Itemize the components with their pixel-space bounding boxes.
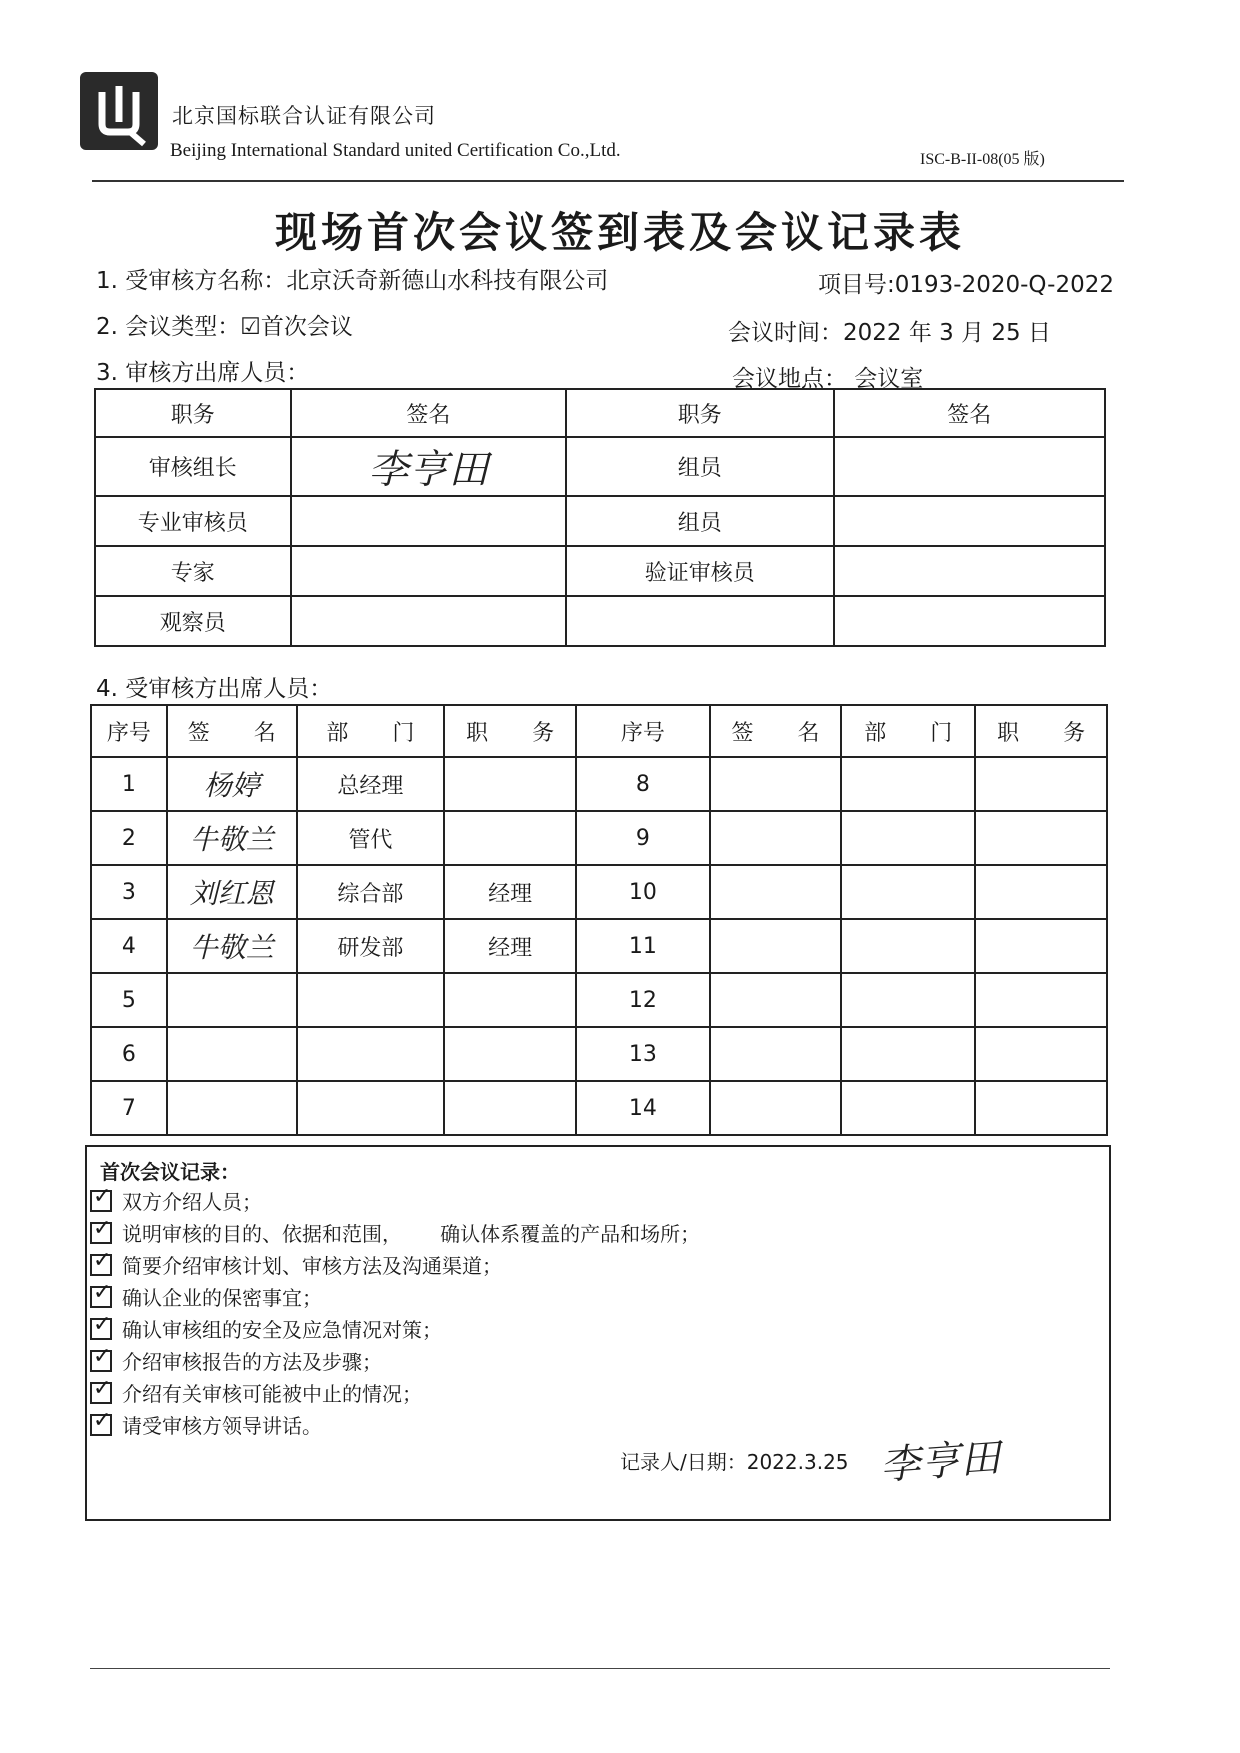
header-cell: 签名 [291,389,566,437]
signature-cell [710,919,842,973]
position-cell [975,865,1107,919]
department-cell: 研发部 [297,919,445,973]
checkbox-checked-icon [90,1190,112,1212]
signature-cell [710,1027,842,1081]
meeting-type-row [96,308,353,341]
index-cell: 11 [576,919,710,973]
signature-cell [834,596,1105,646]
note-text: 确认审核组的安全及应急情况对策； [122,1318,442,1342]
index-cell: 3 [91,865,167,919]
table-row [91,757,1107,811]
position-cell [444,757,576,811]
position-cell [975,1027,1107,1081]
table-row [95,437,1105,496]
position-cell [444,973,576,1027]
department-cell [841,757,975,811]
index-cell: 7 [91,1081,167,1135]
checkbox-checked-icon [90,1350,112,1372]
signature: 刘红恩 [189,877,274,910]
header-cell: 职 务 [975,705,1107,757]
checkbox-checked-icon [90,1254,112,1276]
attendee-table [90,704,1108,1136]
project-number: 项目号:0193-2020-Q-2022 [818,272,1114,298]
meeting-type-value: ☑首次会议 [240,314,353,340]
company-name-cn: 北京国标联合认证有限公司 [172,104,436,128]
header-divider [92,180,1124,182]
header-cell: 序号 [576,705,710,757]
department-cell [841,1081,975,1135]
header-cell: 部 门 [297,705,445,757]
note-text: 介绍有关审核可能被中止的情况； [122,1382,422,1406]
signature-cell [291,437,566,496]
auditee-attendees-label: 4. 受审核方出席人员： [96,676,333,702]
table-row [95,496,1105,546]
table-row [95,596,1105,646]
department-cell [841,811,975,865]
note-item [90,1378,422,1407]
role-cell: 验证审核员 [566,546,833,596]
signature-cell [167,811,297,865]
company-name-en: Beijing International Standard united Certification Co.,Ltd. [170,140,621,161]
header-cell: 职务 [95,389,291,437]
index-cell: 14 [576,1081,710,1135]
index-cell: 10 [576,865,710,919]
header-cell: 签名 [834,389,1105,437]
role-cell: 观察员 [95,596,291,646]
note-item [90,1250,502,1279]
signature-cell [710,865,842,919]
checkbox-checked-icon [90,1286,112,1308]
note-text: 说明审核的目的、依据和范围， 确认体系覆盖的产品和场所； [122,1222,701,1246]
signature-cell [291,546,566,596]
role-cell [566,596,833,646]
notes-title: 首次会议记录： [100,1160,240,1184]
attendee-table-header [91,705,1107,757]
signature-cell [167,865,297,919]
meeting-time: 会议时间：2022 年 3 月 25 日 [728,320,1051,346]
department-cell: 管代 [297,811,445,865]
signature-cell [291,596,566,646]
meeting-type-label: 2. 会议类型： [96,314,241,340]
meeting-place: 会议地点： 会议室 [732,366,924,392]
signature-cell [167,757,297,811]
header-cell: 职务 [566,389,833,437]
department-cell [841,865,975,919]
index-cell: 1 [91,757,167,811]
signature-cell [710,1081,842,1135]
index-cell: 12 [576,973,710,1027]
signature-cell [167,1027,297,1081]
checkbox-checked-icon [90,1318,112,1340]
position-cell [975,919,1107,973]
department-cell: 总经理 [297,757,445,811]
note-item [90,1314,442,1343]
company-logo [80,72,158,150]
note-text: 双方介绍人员； [122,1190,262,1214]
index-cell: 6 [91,1027,167,1081]
auditor-attendees-label: 3. 审核方出席人员： [96,360,310,386]
table-row [91,919,1107,973]
role-cell: 审核组长 [95,437,291,496]
note-item [90,1346,382,1375]
position-cell: 经理 [444,865,576,919]
recorder-date: 记录人/日期：2022.3.25 [620,1450,849,1474]
table-row [91,865,1107,919]
note-text: 简要介绍审核计划、审核方法及沟通渠道； [122,1254,502,1278]
signature-cell [167,1081,297,1135]
position-cell [975,757,1107,811]
index-cell: 8 [576,757,710,811]
position-cell: 经理 [444,919,576,973]
signature-cell [167,973,297,1027]
position-cell [975,1081,1107,1135]
note-item [90,1218,700,1247]
table-row [91,811,1107,865]
department-cell: 综合部 [297,865,445,919]
department-cell [297,1027,445,1081]
recorder-signature: 李亨田 [878,1434,1002,1490]
index-cell: 9 [576,811,710,865]
signature-cell [834,437,1105,496]
signature: 牛敬兰 [189,823,274,856]
note-text: 介绍审核报告的方法及步骤； [122,1350,382,1374]
department-cell [297,973,445,1027]
header-cell: 序号 [91,705,167,757]
table-row [91,973,1107,1027]
signature-cell [291,496,566,546]
position-cell [444,811,576,865]
department-cell [297,1081,445,1135]
index-cell: 5 [91,973,167,1027]
note-item [90,1410,322,1439]
header-cell: 签 名 [710,705,842,757]
signature: 李亨田 [368,447,489,493]
form-code: ISC-B-II-08(05 版) [920,151,1045,168]
signature-cell [710,973,842,1027]
header-cell: 部 门 [841,705,975,757]
index-cell: 13 [576,1027,710,1081]
signature: 牛敬兰 [189,931,274,964]
role-cell: 专业审核员 [95,496,291,546]
index-cell: 2 [91,811,167,865]
note-text: 确认企业的保密事宜； [122,1286,322,1310]
checkbox-checked-icon [90,1222,112,1244]
checkbox-checked-icon [90,1382,112,1404]
header-cell: 职 务 [444,705,576,757]
footer-divider [90,1668,1110,1669]
checkbox-checked-icon [90,1414,112,1436]
position-cell [975,811,1107,865]
position-cell [975,973,1107,1027]
signature-cell [834,546,1105,596]
role-cell: 组员 [566,496,833,546]
signature-cell [710,811,842,865]
signature: 杨婷 [203,769,260,802]
table-row [91,1081,1107,1135]
note-item [90,1282,322,1311]
role-cell: 专家 [95,546,291,596]
auditee-name: 北京沃奇新德山水科技有限公司 [286,268,609,294]
auditor-table-header [95,389,1105,437]
department-cell [841,1027,975,1081]
auditee-label: 1. 受审核方名称： [96,268,287,294]
table-row [91,1027,1107,1081]
header-cell: 签 名 [167,705,297,757]
position-cell [444,1081,576,1135]
department-cell [841,973,975,1027]
note-item [90,1186,262,1215]
table-row [95,546,1105,596]
document-title: 现场首次会议签到表及会议记录表 [274,208,965,257]
signature-cell [167,919,297,973]
index-cell: 4 [91,919,167,973]
role-cell: 组员 [566,437,833,496]
signature-cell [710,757,842,811]
department-cell [841,919,975,973]
auditee-row [96,262,608,295]
position-cell [444,1027,576,1081]
signature-cell [834,496,1105,546]
note-text: 请受审核方领导讲话。 [122,1414,322,1438]
auditor-table [94,388,1106,647]
